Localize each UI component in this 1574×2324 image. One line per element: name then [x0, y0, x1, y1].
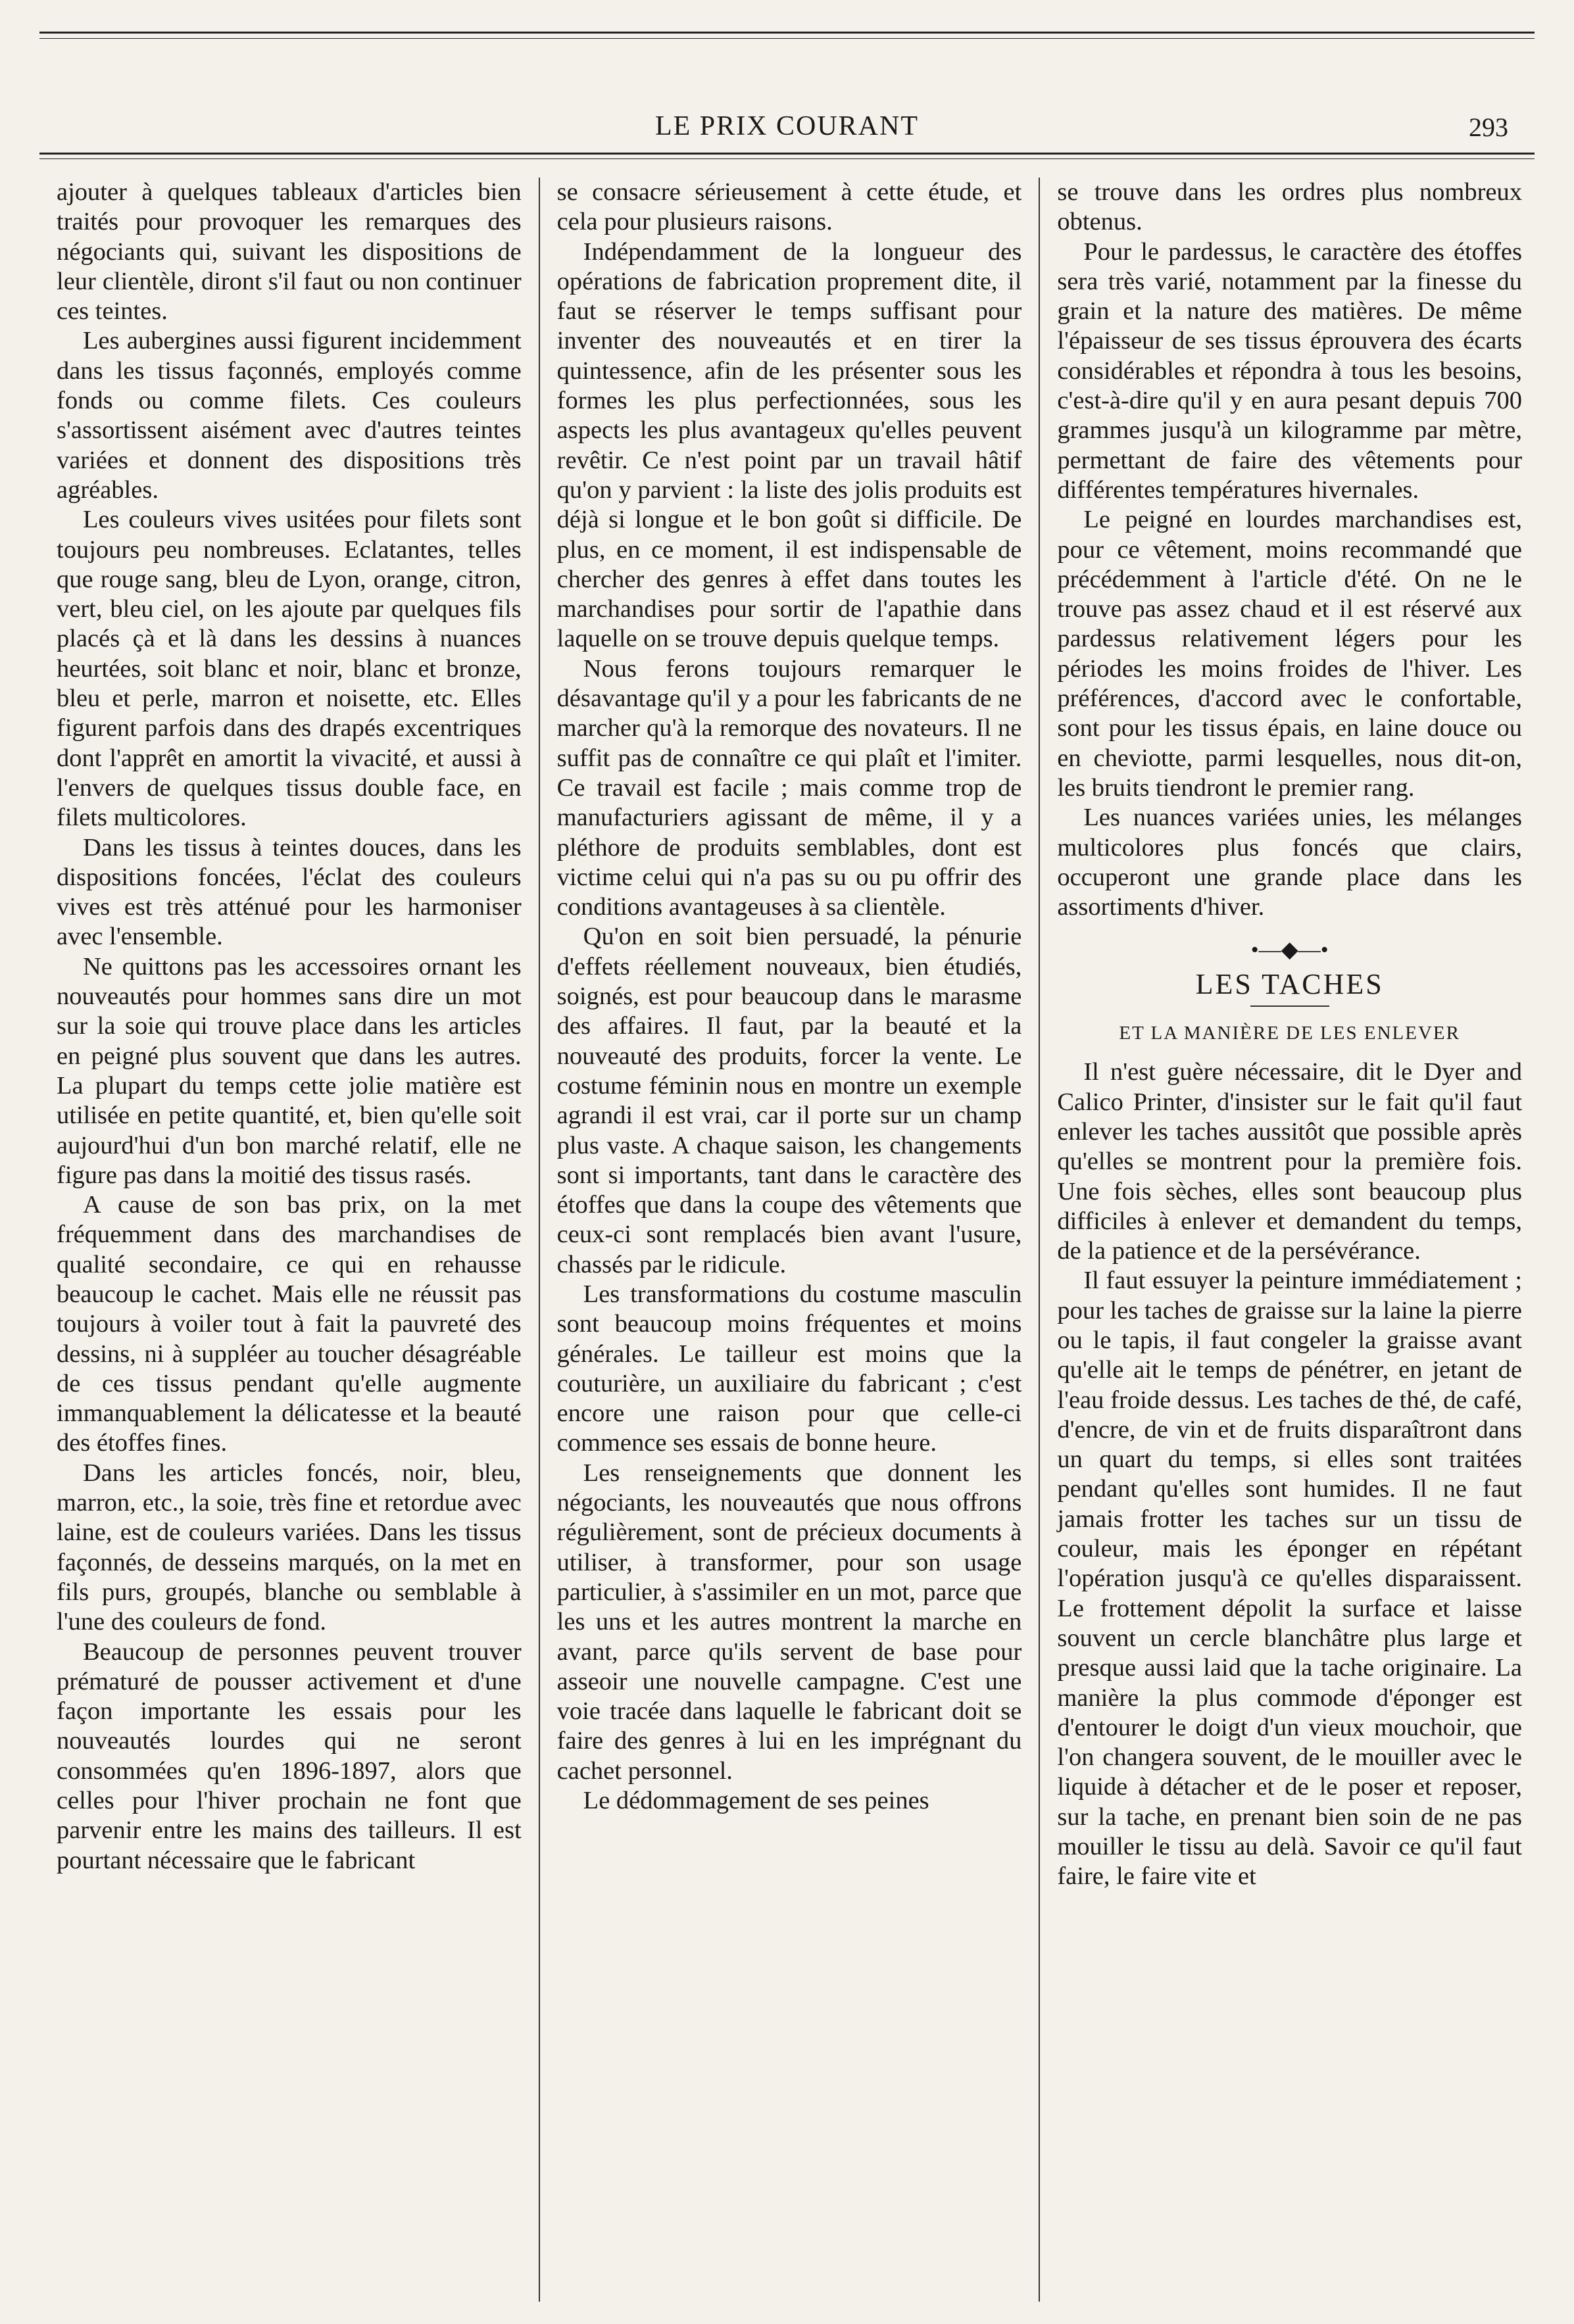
paragraph: Le peigné en lourdes marchandises est, pour ce vêtement, moins recommandé que précédemment à l'article d'été. On ne le trouve pas assez chaud et il est réservé aux pardessus relativement légers pour les périodes les moins froides de l'hiver. Les préférences, d'accord avec le confortable, sont pour les tissus épais, en laine douce ou en cheviotte, parmi lesquelles, nous dit-on, les bruits tiendront le premier rang.	[1057, 506, 1523, 802]
paragraph: se consacre sérieusement à cette étude, et cela pour plusieurs raisons.	[556, 178, 1022, 236]
column-3	[1053, 178, 1526, 2302]
paragraph: Dans les tissus à teintes douces, dans les dispositions foncées, l'éclat des couleurs vives est très atténué pour les harmoniser avec l'ensemble.	[57, 833, 522, 951]
page-number: 293	[1469, 112, 1508, 142]
ornament-icon: •—◆—•	[1250, 938, 1329, 963]
paragraph: Dans les articles foncés, noir, bleu, marron, etc., la soie, très fine et retordue avec laine, est de couleurs variées. Dans les tissus façonnés, de desseins marqués, on la met en fils purs, groupés, blanche ou semblable à l'une des couleurs de fond.	[57, 1459, 522, 1636]
column-2	[553, 178, 1026, 2302]
paragraph: Pour le pardessus, le caractère des étoffes sera très varié, notamment par la finesse du grain et la nature des matières. De même l'épaisseur de ses tissus éprouvera des écarts considérables et répondra à tous les besoins, c'est-à-dire qu'il y en aura pesant depuis 700 grammes jusqu'à un kilogramme par mètre, permettant de faire des vêtements pour différentes températures hivernales.	[1057, 237, 1523, 504]
paragraph: Il faut essuyer la peinture immédiatement ; pour les taches de graisse sur la laine la pierre ou le tapis, il faut congeler la graisse avant qu'elle ait le temps de pénétrer, en jetant de l'eau froide dessus. Les taches de thé, de café, d'encre, de vin et de fruits disparaîtront dans un quart du temps, si elles sont traitées pendant qu'elles sont humides. Il ne faut jamais frotter les taches sur un tissu de couleur, mais les éponger en répétant l'opération jusqu'à ce qu'elles disparaissent. Le frottement dépolit la surface et laisse souvent un cercle blanchâtre plus large et presque aussi laid que la tache originaire. La manière la plus commode d'éponger est d'entourer le doigt d'un vieux mouchoir, que l'on changera souvent, de le mouiller avec le liquide à détacher et de le poser et reposer, sur la tache, en prenant bien soin de ne pas mouiller le tissu au delà. Savoir ce qu'il faut faire, le faire vite et	[1057, 1267, 1523, 1891]
top-border-rule	[39, 32, 1535, 34]
section-divider	[1250, 1005, 1329, 1007]
section-subtitle: ET LA MANIÈRE DE LES ENLEVER	[1119, 1023, 1460, 1044]
paragraph: Les couleurs vives usitées pour filets sont toujours peu nombreuses. Eclatantes, telles que rouge sang, bleu de Lyon, orange, citron, vert, bleu ciel, on les ajoute par quelques fils placés çà et là dans les dessins à nuances heurtées, soit blanc et noir, blanc et bronze, bleu et perle, marron et noisette, etc. Elles figurent parfois dans des drapés excentriques dont l'apprêt en amortit la vivacité, et aussi à l'envers de quelques tissus double face, en filets multicolores.	[57, 506, 522, 832]
paragraph: Beaucoup de personnes peuvent trouver prématuré de pousser activement et d'une façon importante les essais pour les nouveautés lourdes qui ne seront consommées qu'en 1896-1897, alors que celles pour l'hiver prochain ne font que parvenir entre les mains des tailleurs. Il est pourtant nécessaire que le fabricant	[57, 1637, 522, 1874]
column-divider	[1039, 178, 1040, 2302]
paragraph: Les renseignements que donnent les négociants, les nouveautés que nous offrons régulièrement, sont de précieux documents à utiliser, à transformer, pour son usage particulier, à s'assimiler en un mot, parce que les uns et les autres montrent la marche en avant, parce qu'ils servent de base pour asseoir une nouvelle campagne. C'est une voie tracée dans laquelle le fabricant doit se faire des genres à lui en les imprégnant du cachet personnel.	[556, 1459, 1022, 1785]
paragraph: Indépendamment de la longueur des opérations de fabrication proprement dite, il faut se réserver le temps suffisant pour inventer des nouveautés et en tirer la quintessence, afin de les présenter sous les formes les plus perfectionnées, sous les aspects les plus avantageux qu'elles peuvent revêtir. Ce n'est point par un travail hâtif qu'on y parvient : la liste des jolis produits est déjà si longue et le bon goût si difficile. De plus, en ce moment, il est indispensable de chercher des genres à effet dans toutes les marchandises pour sortir de l'apathie dans laquelle on se trouve depuis quelque temps.	[556, 237, 1022, 653]
header-rule	[39, 153, 1535, 155]
column-divider	[539, 178, 540, 2302]
paragraph: se trouve dans les ordres plus nombreux obtenus.	[1057, 178, 1523, 236]
page-header	[53, 105, 1521, 151]
paragraph: Les transformations du costume masculin sont beaucoup moins fréquentes et moins générales. Le tailleur est moins que la couturière, un auxiliaire du fabricant ; c'est encore une raison pour que celle-ci commence ses essais de bonne heure.	[556, 1280, 1022, 1457]
running-title: LE PRIX COURANT	[654, 111, 919, 141]
paragraph: Le dédommagement de ses peines	[583, 1787, 929, 1815]
top-border-rule-thin	[39, 38, 1535, 39]
paragraph: Les aubergines aussi figurent incidemment dans les tissus façonnés, employés comme fonds ou comme filets. Ces couleurs s'assortissent aisément avec d'autres teintes variées et donnent des dispositions très agréables.	[57, 327, 522, 504]
paragraph: Nous ferons toujours remarquer le désavantage qu'il y a pour les fabricants de ne marcher qu'à la remorque des novateurs. Il ne suffit pas de connaître ce qui plaît et l'imiter. Ce travail est facile ; mais comme trop de manufacturiers agissant de même, il y a pléthore de produits semblables, dont est victime celui qui n'a pas su ou pu offrir des conditions avantageuses à sa clientèle.	[556, 654, 1022, 921]
section-title: LES TACHES	[1195, 967, 1384, 1000]
column-1	[53, 178, 526, 2302]
paragraph: Il n'est guère nécessaire, dit le Dyer and Calico Printer, d'insister sur le fait qu'il faut enlever les taches aussitôt que possible après qu'elles se montrent pour la première fois. Une fois sèches, elles sont beaucoup plus difficiles à enlever et demandent du temps, de la patience et de la persévérance.	[1057, 1058, 1523, 1265]
paragraph: ajouter à quelques tableaux d'articles bien traités pour provoquer les remarques des négociants qui, suivant les dispositions de leur clientèle, diront s'il faut ou non continuer ces teintes.	[57, 178, 522, 326]
paragraph: Qu'on en soit bien persuadé, la pénurie d'effets réellement nouveaux, bien étudiés, soignés, est pour beaucoup dans le marasme des affaires. Il faut, par la beauté et la nouveauté des produits, forcer la vente. Le costume féminin nous en montre un exemple agrandi il est vrai, car il porte sur un champ plus vaste. A chaque saison, les changements sont si importants, tant dans le caractère des étoffes que dans la coupe des vêtements que ceux-ci sont remplacés bien avant l'usure, chassés par le ridicule.	[556, 923, 1022, 1278]
paragraph: Les nuances variées unies, les mélanges multicolores plus foncés que clairs, occuperont une grande place dans les assortiments d'hiver.	[1057, 804, 1523, 921]
article-columns	[53, 178, 1526, 2302]
header-rule-thin	[39, 158, 1535, 159]
paragraph: Ne quittons pas les accessoires ornant les nouveautés pour hommes sans dire un mot sur la soie qui trouve place dans les articles en peigné plus souvent que dans les autres. La plupart du temps cette jolie matière est utilisée en petite quantité, et, bien qu'elle soit aujourd'hui d'un bon marché relatif, elle ne figure pas dans la moitié des tissus rasés.	[57, 952, 522, 1189]
paragraph: A cause de son bas prix, on la met fréquemment dans des marchandises de qualité secondaire, ce qui en rehausse beaucoup le cachet. Mais elle ne réussit pas toujours à voiler tout à fait la pauvreté des dessins, ni à suppléer au toucher désagréable de ces tissus pendant qu'elle augmente immanquablement la délicatesse et la beauté des étoffes fines.	[57, 1191, 522, 1457]
